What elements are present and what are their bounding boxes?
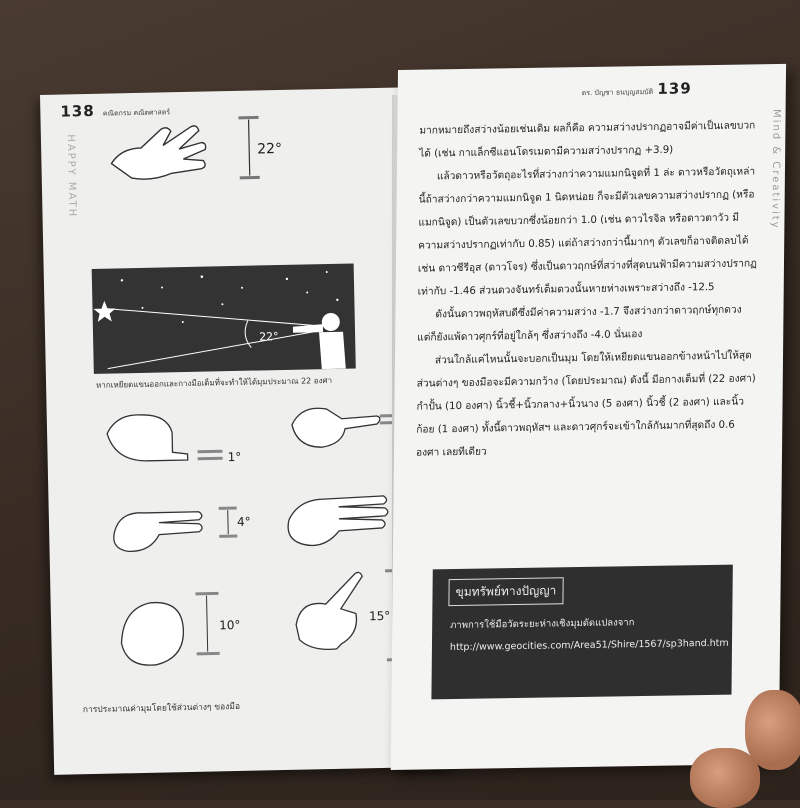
right-spine-label: Mind & Creativity [769, 109, 781, 230]
right-page [391, 64, 786, 770]
body-text [416, 114, 760, 464]
right-header-small: ดร. บัญชา ธนบุญสมบัติ [582, 88, 654, 97]
pinky-label: 1° [227, 450, 241, 464]
night-sky-illustration [92, 263, 356, 373]
stars [121, 271, 339, 325]
banner-text: ภาพการใช้มือวัดระยะห่างเชิงมุมดัดแปลงจาก http://www.geocities.com/Area51/Shire/1567/sp3hand.htm [450, 611, 721, 659]
open-hand-illustration [101, 115, 292, 189]
sky-angle-label: 22° [259, 330, 279, 343]
left-spine-label: HAPPY MATH [65, 134, 78, 218]
right-page-header [578, 79, 692, 99]
info-banner [431, 565, 732, 700]
banner-title: ขุมทรัพย์ทางปัญญา [448, 577, 563, 606]
left-header-small: คณิตกรม คณิตศาสตร์ [103, 108, 170, 117]
pinky-gesture [107, 413, 242, 467]
paragraph-1: มากหมายถึงสว่างน้อยเช่นเดิม ผลก็คือ ความสว่างปรากฏอาจมีค่าเป็นเลขบวกได้ (เช่น กาแล็กซีแอนโดรเมดามีความสว่างปรากฏ +3.9) [419, 114, 760, 165]
lower-finger [690, 748, 760, 808]
sky-caption: หากเหยียดแขนออกและกางมือเต็มที่จะทำให้ได้มุมประมาณ 22 องศา [96, 374, 332, 392]
spread-pinky-label: 15° [369, 609, 391, 623]
fist-label: 10° [219, 618, 241, 632]
star-icon [93, 300, 115, 321]
hand-gestures-grid [96, 397, 422, 704]
top-angle-label: 22° [257, 141, 282, 158]
left-page-number: 138 [60, 102, 95, 121]
fist-gesture [120, 593, 241, 666]
right-page-number: 139 [657, 79, 692, 98]
night-sky-svg [92, 263, 356, 373]
bottom-caption: การประมาณค่ามุมโดยใช้ส่วนต่างๆ ของมือ [83, 699, 240, 716]
paragraph-3: ดังนั้นดาวพฤหัสบดีซึ่งมีค่าความสว่าง -1.7 จึงสว่างกว่าดาวฤกษ์ทุกดวง แต่ก็ยังแพ้ดาวศุกร์ที่อยู่ใกล้ๆ ซึ่งสว่างถึง -4.0 นั่นเอง [417, 298, 758, 349]
two-finger-label: 4° [237, 515, 251, 529]
paragraph-2: แล้วดาวหรือวัตถุอะไรที่สว่างกว่าความแมกนิจูดที่ 1 ล่ะ ดาวหรือวัตถุเหล่านี้ถ้าสว่างกว่าความแมกนิจูด 1 นิดหน่อย ก็จะมีตัวเลขความสว่างปรากฏ (หรือแมกนิจูด) เป็นตัวเลขบวกซึ่งน้อยกว่า 1.0 (เช่น ดาวไรจิล หรือดาวตาวัว มีความสว่างปรากฏเท่ากับ 0.85) แต่ถ้าสว่างกว่านี้มากๆ ตัวเลขก็อาจติดลบได้ เช่น ดาวซีรีอุส (ดาวโจร) ซึ่งเป็นดาวฤกษ์ที่สว่างที่สุดบนฟ้ามีความสว่างปรากฏเท่ากับ -1.46 ส่วนดวงจันทร์เต็มดวงนั้นหายห่างเพราะสว่างถึง -12.5 [418, 160, 760, 303]
paragraph-4: ส่วนใกล้แค่ไหนนั้นจะบอกเป็นมุม โดยให้เหยียดแขนออกข้างหน้าไปให้สุด ส่วนต่างๆ ของมือจะมีความกว้าง (โดยประมาณ) ดังนี้ มือกางเต็มที่ (22 องศา) กำปั้น (10 องศา) นิ้วชี้+นิ้วกลาง+นิ้วนาง (5 องศา) นิ้วชี้ (2 องศา) และนิ้วก้อย (1 องศา) ทั้งนี้ดาวพฤหัสฯ และดาวศุกร์จะเข้าใกล้กันมากที่สุดถึง 0.6 องศา เลยทีเดียว [416, 344, 757, 464]
two-finger-gesture [113, 508, 251, 552]
